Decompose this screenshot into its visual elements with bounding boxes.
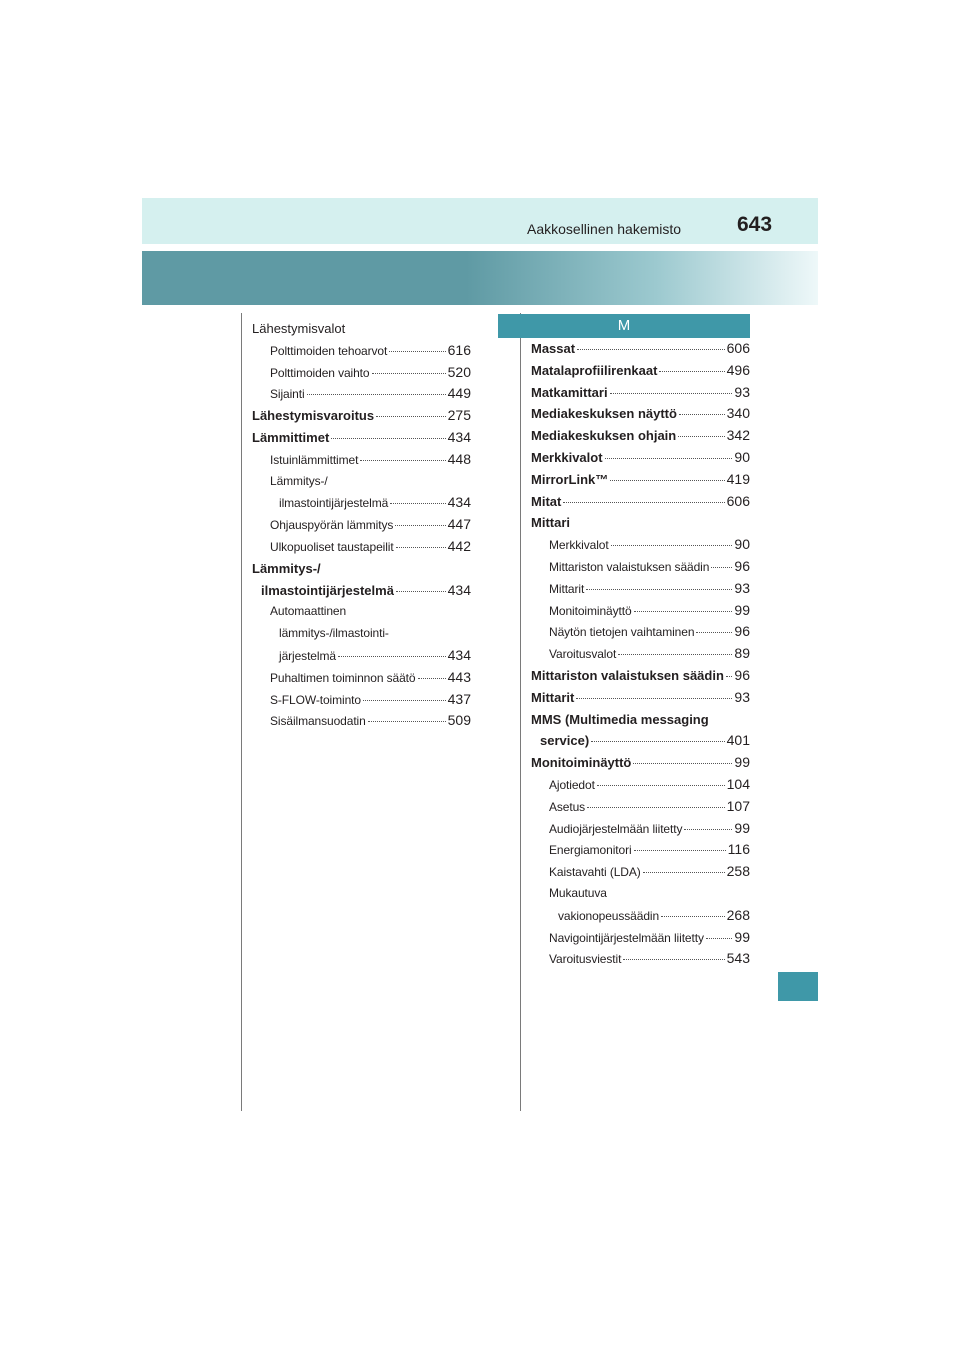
- dot-leader: [634, 849, 726, 851]
- index-entry-page: 509: [447, 712, 471, 729]
- dot-leader: [610, 479, 724, 481]
- chapter-side-tab: [778, 972, 818, 1001]
- dot-leader: [338, 655, 446, 657]
- index-entry-label: MirrorLink™: [531, 471, 609, 487]
- index-entry-page: 258: [726, 863, 750, 880]
- index-entry: [252, 427, 471, 449]
- index-entry: [531, 861, 750, 883]
- index-entry: [531, 818, 750, 840]
- index-entry-label: Istuinlämmittimet: [270, 452, 359, 467]
- index-entry: [252, 362, 471, 384]
- index-entry-label: Audiojärjestelmään liitetty: [549, 821, 683, 836]
- index-entry-page: 616: [447, 341, 471, 358]
- index-entry-label: Ulkopuoliset taustapeilit: [270, 539, 394, 554]
- page-title: Aakkosellinen hakemisto: [527, 221, 682, 237]
- dot-leader: [389, 350, 445, 352]
- index-entry-label: Varoitusviestit: [549, 952, 622, 967]
- index-entry: [531, 403, 750, 425]
- dot-leader: [679, 413, 725, 415]
- dot-leader: [363, 699, 446, 701]
- index-entry-page: 90: [734, 448, 750, 465]
- dot-leader: [563, 501, 724, 503]
- index-entry: [531, 360, 750, 382]
- index-entry-label: Mittariston valaistuksen säädin: [549, 559, 710, 574]
- index-entry: [531, 556, 750, 578]
- index-entry-label: Sijainti: [270, 387, 305, 402]
- index-entry-label: Lämmitys-/: [270, 473, 328, 488]
- index-entry: [531, 491, 750, 513]
- dot-leader: [376, 415, 446, 417]
- index-entry: [531, 534, 750, 556]
- index-entry: [252, 558, 471, 580]
- left-column-rule: [241, 313, 242, 1111]
- index-entry-label: ilmastointijärjestelmä: [279, 496, 389, 511]
- index-entry: [252, 580, 471, 602]
- dot-leader: [726, 675, 733, 677]
- index-entry-page: 401: [726, 732, 750, 749]
- index-entry: [252, 405, 471, 427]
- index-entry-page: 104: [726, 775, 750, 792]
- index-column-left: [252, 318, 471, 732]
- dot-leader: [360, 459, 445, 461]
- index-entry: [531, 839, 750, 861]
- dot-leader: [576, 697, 732, 699]
- index-entry: [252, 689, 471, 711]
- middle-column-rule: [520, 313, 521, 1111]
- index-entry-label: lämmitys-/ilmastointi-: [279, 626, 389, 641]
- index-entry-label: Energiamonitori: [549, 843, 632, 858]
- dot-leader: [390, 502, 445, 504]
- index-entry-page: 93: [734, 383, 750, 400]
- index-entry-label: ilmastointijärjestelmä: [261, 582, 394, 598]
- index-entry-label: Monitoiminäyttö: [531, 755, 632, 771]
- index-entry-label: Kaistavahti (LDA): [549, 865, 641, 880]
- index-entry: [531, 687, 750, 709]
- index-entry-label: Mittariston valaistuksen säädin: [531, 667, 724, 683]
- dot-leader: [643, 871, 725, 873]
- index-entry-label: Ajotiedot: [549, 777, 595, 792]
- index-entry: [531, 600, 750, 622]
- index-entry-label: Mittari: [531, 515, 570, 531]
- index-entry: [252, 383, 471, 405]
- index-entry-page: 268: [726, 906, 750, 923]
- index-entry-page: 93: [734, 579, 750, 596]
- index-entry: [252, 601, 471, 623]
- index-entry-page: 496: [726, 361, 750, 378]
- dot-leader: [395, 524, 445, 526]
- index-entry-label: Polttimoiden vaihto: [270, 365, 370, 380]
- index-entry: [531, 796, 750, 818]
- index-entry-label: Monitoiminäyttö: [549, 603, 632, 618]
- index-entry-page: 90: [734, 536, 750, 553]
- index-entry-label: Puhaltimen toiminnon säätö: [270, 670, 416, 685]
- index-entry-label: järjestelmä: [279, 648, 336, 663]
- dot-leader: [591, 740, 724, 742]
- index-entry: [252, 623, 471, 645]
- index-entry-label: service): [540, 733, 590, 749]
- dot-leader: [618, 653, 732, 655]
- index-entry-page: 89: [734, 645, 750, 662]
- index-entry-page: 419: [726, 470, 750, 487]
- index-entry: [252, 318, 471, 340]
- index-entry: [531, 905, 750, 927]
- index-entry: [531, 469, 750, 491]
- index-entry-page: 96: [734, 666, 750, 683]
- index-entry: [252, 340, 471, 362]
- index-entry-page: 93: [734, 688, 750, 705]
- dot-leader: [711, 566, 732, 568]
- dot-leader: [597, 784, 725, 786]
- index-entry-page: 96: [734, 557, 750, 574]
- index-entry-page: 99: [734, 819, 750, 836]
- dot-leader: [706, 937, 733, 939]
- index-entry: [531, 709, 750, 731]
- index-entry-label: Ohjauspyörän lämmitys: [270, 518, 394, 533]
- index-entry-page: 543: [726, 950, 750, 967]
- page-number: 643: [737, 213, 773, 236]
- header-band: [142, 198, 818, 244]
- index-entry-page: 434: [447, 428, 471, 445]
- index-entry-label: Lähestymisvaroitus: [252, 408, 375, 424]
- index-entry: [531, 665, 750, 687]
- index-entry-page: 107: [726, 797, 750, 814]
- index-entry: [531, 512, 750, 534]
- index-entry: [252, 492, 471, 514]
- index-column-right: [531, 338, 750, 970]
- index-entry: [531, 774, 750, 796]
- index-entry-label: Merkkivalot: [531, 449, 603, 465]
- index-entry-label: Varoitusvalot: [549, 647, 617, 662]
- dot-leader: [633, 762, 732, 764]
- index-entry-label: MMS (Multimedia messaging: [531, 711, 709, 727]
- dot-leader: [396, 546, 446, 548]
- dot-leader: [623, 958, 724, 960]
- index-entry: [252, 514, 471, 536]
- index-entry-page: 437: [447, 690, 471, 707]
- index-entry-label: Mittarit: [531, 689, 575, 705]
- index-entry-page: 606: [726, 340, 750, 356]
- index-entry-label: Polttimoiden tehoarvot: [270, 343, 388, 358]
- index-entry-label: Sisäilmansuodatin: [270, 714, 366, 729]
- index-entry-label: Matalaprofiilirenkaat: [531, 362, 658, 378]
- index-entry: [252, 710, 471, 732]
- dot-leader: [611, 544, 733, 546]
- index-entry-page: 434: [447, 494, 471, 511]
- index-entry: [531, 883, 750, 905]
- index-entry-label: Lämmitys-/: [252, 560, 321, 576]
- index-entry-page: 96: [734, 623, 750, 640]
- dot-leader: [307, 393, 446, 395]
- index-entry-label: Merkkivalot: [549, 538, 609, 553]
- index-entry-page: 99: [734, 928, 750, 945]
- index-entry-label: Massat: [531, 341, 576, 356]
- dot-leader: [634, 610, 733, 612]
- dot-leader: [396, 590, 446, 592]
- index-entry: [531, 447, 750, 469]
- index-entry-label: Lämmittimet: [252, 429, 330, 445]
- index-entry-page: 434: [447, 581, 471, 598]
- index-entry-page: 99: [734, 754, 750, 771]
- dot-leader: [659, 370, 724, 372]
- index-entry: [252, 645, 471, 667]
- index-entry-label: Mediakeskuksen näyttö: [531, 406, 677, 422]
- index-entry-page: 342: [726, 427, 750, 444]
- index-entry-page: 449: [447, 385, 471, 402]
- dot-leader: [577, 348, 725, 350]
- index-entry: [252, 536, 471, 558]
- index-entry: [531, 948, 750, 970]
- index-entry-label: Asetus: [549, 799, 586, 814]
- index-entry: [531, 425, 750, 447]
- index-entry-page: 447: [447, 516, 471, 533]
- index-entry: [531, 752, 750, 774]
- index-entry: [531, 578, 750, 600]
- index-entry: [252, 471, 471, 493]
- dot-leader: [586, 588, 732, 590]
- header-gradient-bar: [142, 251, 818, 305]
- index-entry-page: 275: [447, 407, 471, 424]
- dot-leader: [684, 828, 732, 830]
- index-entry-page: 116: [727, 841, 750, 858]
- index-entry-label: Mediakeskuksen ohjain: [531, 428, 677, 444]
- index-entry-label: Automaattinen: [270, 604, 347, 619]
- dot-leader: [368, 720, 446, 722]
- index-entry-label: Matkamittari: [531, 384, 608, 400]
- dot-leader: [372, 372, 446, 374]
- index-entry: [531, 730, 750, 752]
- index-entry-label: S-FLOW-toiminto: [270, 692, 361, 707]
- index-entry-label: Mitat: [531, 493, 562, 509]
- index-entry: [531, 621, 750, 643]
- index-entry-page: 434: [447, 646, 471, 663]
- index-entry: [252, 449, 471, 471]
- index-entry-page: 99: [734, 601, 750, 618]
- index-entry: [531, 643, 750, 665]
- index-entry-page: 606: [726, 492, 750, 509]
- index-entry-page: 520: [447, 363, 471, 380]
- index-entry-page: 448: [447, 450, 471, 467]
- index-entry: [252, 667, 471, 689]
- index-entry-page: 442: [447, 537, 471, 554]
- index-entry: [531, 338, 750, 360]
- index-entry-label: Mukautuva: [549, 885, 607, 900]
- dot-leader: [610, 392, 733, 394]
- dot-leader: [696, 631, 732, 633]
- dot-leader: [605, 457, 733, 459]
- section-letter-bar: M: [498, 314, 750, 338]
- index-entry: [531, 382, 750, 404]
- index-entry-label: Lähestymisvalot: [252, 321, 346, 336]
- index-entry-page: 443: [447, 668, 471, 685]
- index-entry-label: Mittarit: [549, 581, 585, 596]
- index-entry-page: 340: [726, 405, 750, 422]
- dot-leader: [418, 677, 446, 679]
- index-entry-label: Näytön tietojen vaihtaminen: [549, 625, 695, 640]
- dot-leader: [678, 435, 724, 437]
- dot-leader: [587, 806, 725, 808]
- dot-leader: [661, 915, 725, 917]
- dot-leader: [331, 437, 445, 439]
- index-entry-label: vakionopeussäädin: [558, 908, 660, 923]
- index-entry-label: Navigointijärjestelmään liitetty: [549, 930, 704, 945]
- index-entry: [531, 927, 750, 949]
